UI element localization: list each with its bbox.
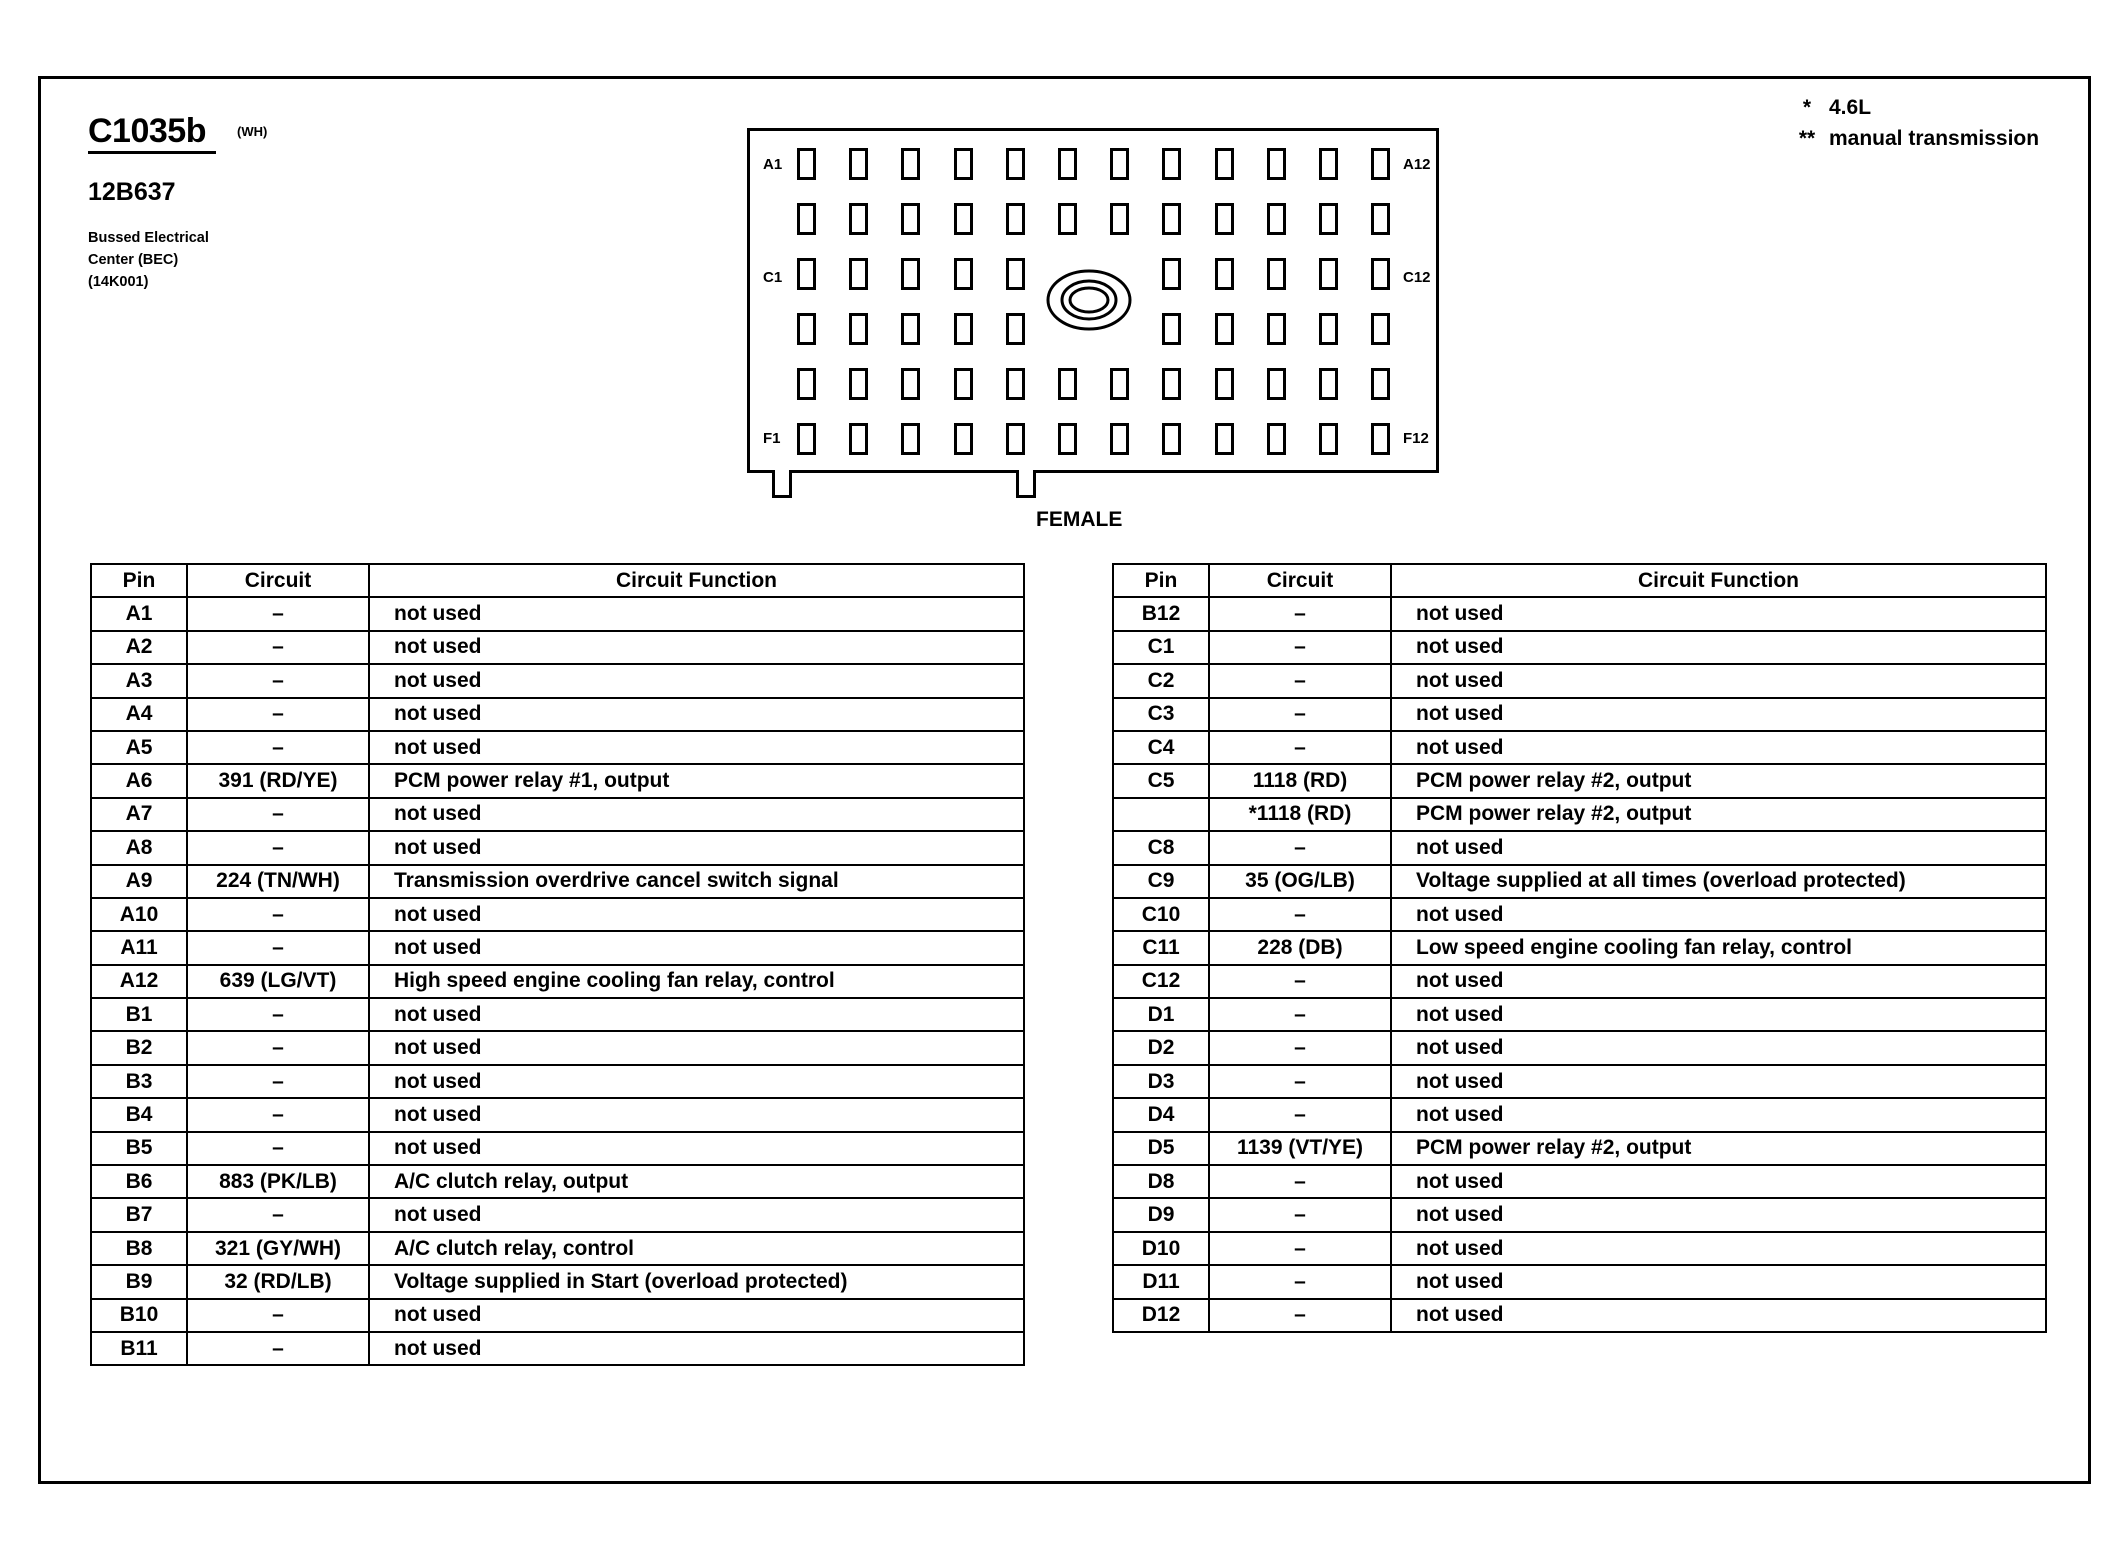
pin-cavity [1319, 148, 1338, 180]
circuit-cell: – [187, 998, 369, 1031]
circuit-cell: – [1209, 1232, 1391, 1265]
pin-cavity [901, 258, 920, 290]
circuit-cell: – [187, 698, 369, 731]
function-cell: not used [369, 898, 1024, 931]
pin-cell: A9 [91, 865, 187, 898]
function-cell: not used [369, 1332, 1024, 1365]
pin-cell: A1 [91, 597, 187, 630]
pin-cell: A7 [91, 798, 187, 831]
circuit-cell: 228 (DB) [1209, 931, 1391, 964]
pin-cavity [1371, 368, 1390, 400]
table-header-row [1113, 564, 2046, 597]
table-row [91, 1132, 1024, 1165]
pin-cavity [1267, 423, 1286, 455]
pin-cavity [1319, 258, 1338, 290]
table-row [91, 1165, 1024, 1198]
function-cell: PCM power relay #2, output [1391, 764, 2046, 797]
pin-cavity [797, 368, 816, 400]
table-row [1113, 1031, 2046, 1064]
function-cell: not used [369, 597, 1024, 630]
pin-cell: B3 [91, 1065, 187, 1098]
pin-cavity [1267, 203, 1286, 235]
pin-cavity [1162, 423, 1181, 455]
pin-cell: C9 [1113, 865, 1209, 898]
header-function: Circuit Function [369, 564, 1024, 597]
table-row [91, 698, 1024, 731]
function-cell: Voltage supplied in Start (overload protected) [369, 1265, 1024, 1298]
pin-cell: B6 [91, 1165, 187, 1198]
title-underline [88, 151, 216, 154]
table-row [1113, 731, 2046, 764]
pin-cavity [954, 148, 973, 180]
function-cell: not used [369, 1065, 1024, 1098]
circuit-cell: – [1209, 597, 1391, 630]
pin-label-c12: C12 [1403, 269, 1431, 286]
pin-cavity [1162, 313, 1181, 345]
note-row [1785, 123, 2039, 154]
circuit-cell: – [1209, 998, 1391, 1031]
pin-cavity [1267, 258, 1286, 290]
function-cell: not used [369, 698, 1024, 731]
header-pin: Pin [1113, 564, 1209, 597]
table-row [91, 1198, 1024, 1231]
circuit-cell: 224 (TN/WH) [187, 865, 369, 898]
circuit-cell: – [187, 664, 369, 697]
circuit-cell: – [187, 931, 369, 964]
pin-cavity [954, 203, 973, 235]
table-row [1113, 998, 2046, 1031]
function-cell: not used [1391, 1198, 2046, 1231]
function-cell: not used [369, 664, 1024, 697]
table-row [1113, 698, 2046, 731]
pin-cell: C12 [1113, 965, 1209, 998]
function-cell: not used [1391, 631, 2046, 664]
pin-cavity [954, 258, 973, 290]
pin-cell: D9 [1113, 1198, 1209, 1231]
pin-cell: D10 [1113, 1232, 1209, 1265]
pin-cavity [1371, 203, 1390, 235]
circuit-cell: 35 (OG/LB) [1209, 865, 1391, 898]
pin-cavity [1006, 203, 1025, 235]
table-row [91, 998, 1024, 1031]
pin-cavity [1058, 423, 1077, 455]
pin-cavity [901, 203, 920, 235]
table-row [91, 1065, 1024, 1098]
function-cell: not used [1391, 965, 2046, 998]
pin-cell: C5 [1113, 764, 1209, 797]
circuit-cell: – [1209, 664, 1391, 697]
function-cell: not used [1391, 898, 2046, 931]
function-cell: not used [369, 1031, 1024, 1064]
pin-cavity [849, 423, 868, 455]
pin-cell: D12 [1113, 1299, 1209, 1332]
pin-label-f1: F1 [763, 430, 781, 447]
function-cell: not used [369, 631, 1024, 664]
function-cell: not used [369, 1299, 1024, 1332]
table-row [1113, 931, 2046, 964]
note-mark: * [1802, 96, 1812, 119]
pin-cavity [1110, 423, 1129, 455]
table-row [91, 898, 1024, 931]
pin-cavity [1267, 368, 1286, 400]
function-cell: not used [369, 931, 1024, 964]
table-row [91, 631, 1024, 664]
function-cell: not used [1391, 1031, 2046, 1064]
pin-cell: B2 [91, 1031, 187, 1064]
function-cell: not used [1391, 1165, 2046, 1198]
pin-cell: B8 [91, 1232, 187, 1265]
pin-cavity [1162, 203, 1181, 235]
circuit-cell: – [187, 597, 369, 630]
pin-cell [1113, 798, 1209, 831]
table-row [91, 1299, 1024, 1332]
pin-cavity [1371, 423, 1390, 455]
pin-cell: C1 [1113, 631, 1209, 664]
pin-cavity [1215, 423, 1234, 455]
connector-description [88, 227, 209, 293]
pin-cavity [1215, 258, 1234, 290]
pin-cell: B1 [91, 998, 187, 1031]
function-cell: not used [369, 798, 1024, 831]
pin-cell: A5 [91, 731, 187, 764]
pin-cell: D2 [1113, 1031, 1209, 1064]
table-row [91, 831, 1024, 864]
pin-cell: C11 [1113, 931, 1209, 964]
pin-cell: D4 [1113, 1098, 1209, 1131]
function-cell: not used [1391, 998, 2046, 1031]
pin-cell: A10 [91, 898, 187, 931]
function-cell: not used [1391, 1065, 2046, 1098]
table-row [91, 1098, 1024, 1131]
pin-cavity [1267, 313, 1286, 345]
pin-cell: B10 [91, 1299, 187, 1332]
table-row [1113, 1165, 2046, 1198]
description-line: (14K001) [88, 274, 149, 290]
circuit-cell: – [1209, 1165, 1391, 1198]
table-row [1113, 1265, 2046, 1298]
table-row [91, 865, 1024, 898]
function-cell: not used [1391, 1265, 2046, 1298]
pinout-table-right [1112, 563, 2047, 1333]
pin-cavity [1058, 148, 1077, 180]
circuit-cell: – [1209, 1031, 1391, 1064]
pin-cavity [1371, 148, 1390, 180]
pin-cavity [797, 313, 816, 345]
circuit-cell: – [187, 631, 369, 664]
pin-cell: A8 [91, 831, 187, 864]
table-row [1113, 1132, 2046, 1165]
function-cell: not used [1391, 1232, 2046, 1265]
pin-cell: B11 [91, 1332, 187, 1365]
circuit-cell: – [187, 1198, 369, 1231]
pin-cell: B9 [91, 1265, 187, 1298]
circuit-cell: – [1209, 631, 1391, 664]
circuit-cell: *1118 (RD) [1209, 798, 1391, 831]
circuit-cell: 391 (RD/YE) [187, 764, 369, 797]
pin-cavity [797, 258, 816, 290]
table-row [1113, 831, 2046, 864]
pin-cell: C2 [1113, 664, 1209, 697]
function-cell: Voltage supplied at all times (overload protected) [1391, 865, 2046, 898]
circuit-cell: 883 (PK/LB) [187, 1165, 369, 1198]
pin-cavity [1110, 368, 1129, 400]
pin-cell: D11 [1113, 1265, 1209, 1298]
pin-cavity [1319, 203, 1338, 235]
pin-cavity [849, 258, 868, 290]
table-row [1113, 631, 2046, 664]
pin-cell: A11 [91, 931, 187, 964]
table-row [1113, 1299, 2046, 1332]
function-cell: High speed engine cooling fan relay, control [369, 965, 1024, 998]
function-cell: not used [1391, 731, 2046, 764]
function-cell: A/C clutch relay, control [369, 1232, 1024, 1265]
header-circuit: Circuit [187, 564, 369, 597]
table-row [1113, 664, 2046, 697]
header-circuit: Circuit [1209, 564, 1391, 597]
circuit-cell: – [187, 798, 369, 831]
note-text: 4.6L [1829, 96, 1872, 119]
function-cell: not used [369, 731, 1024, 764]
function-cell: not used [369, 1198, 1024, 1231]
pin-cell: D3 [1113, 1065, 1209, 1098]
function-cell: not used [369, 1132, 1024, 1165]
pin-cavity [1267, 148, 1286, 180]
pin-cavity [901, 423, 920, 455]
pin-cell: A4 [91, 698, 187, 731]
function-cell: not used [1391, 831, 2046, 864]
part-number: 12B637 [88, 178, 176, 206]
pin-cavity [1319, 423, 1338, 455]
table-row [1113, 1232, 2046, 1265]
table-row [91, 1232, 1024, 1265]
connector-key-icon [1045, 268, 1133, 332]
table-row [1113, 1098, 2046, 1131]
function-cell: Transmission overdrive cancel switch signal [369, 865, 1024, 898]
circuit-cell: – [1209, 898, 1391, 931]
pin-cavity [1006, 313, 1025, 345]
pin-cavity [1162, 368, 1181, 400]
pin-cavity [1006, 148, 1025, 180]
table-row [1113, 764, 2046, 797]
pin-cavity [797, 148, 816, 180]
pin-label-f12: F12 [1403, 430, 1429, 447]
pin-cell: D8 [1113, 1165, 1209, 1198]
table-header-row [91, 564, 1024, 597]
pin-cell: A3 [91, 664, 187, 697]
pin-cavity [1215, 148, 1234, 180]
pin-cavity [1006, 423, 1025, 455]
circuit-cell: 639 (LG/VT) [187, 965, 369, 998]
pin-cavity [849, 313, 868, 345]
function-cell: Low speed engine cooling fan relay, control [1391, 931, 2046, 964]
table-row [91, 664, 1024, 697]
function-cell: PCM power relay #2, output [1391, 1132, 2046, 1165]
pin-cell: B5 [91, 1132, 187, 1165]
description-line: Center (BEC) [88, 252, 179, 268]
note-mark: ** [1798, 127, 1816, 150]
function-cell: not used [1391, 1098, 2046, 1131]
circuit-cell: – [187, 1065, 369, 1098]
pin-cell: C10 [1113, 898, 1209, 931]
connector-color-code: (WH) [237, 124, 268, 139]
function-cell: PCM power relay #2, output [1391, 798, 2046, 831]
view-label: FEMALE [1036, 508, 1123, 531]
header-pin: Pin [91, 564, 187, 597]
circuit-cell: – [1209, 1198, 1391, 1231]
circuit-cell: – [187, 1031, 369, 1064]
pin-cell: C3 [1113, 698, 1209, 731]
circuit-cell: – [187, 831, 369, 864]
function-cell: not used [1391, 664, 2046, 697]
pin-cell: B12 [1113, 597, 1209, 630]
connector-latch-tab [772, 470, 792, 498]
pin-cavity [1162, 258, 1181, 290]
table-row [91, 597, 1024, 630]
pinout-table-left [90, 563, 1025, 1366]
pin-label-a1: A1 [763, 156, 783, 173]
pin-cavity [1006, 258, 1025, 290]
table-row [1113, 1065, 2046, 1098]
description-line: Bussed Electrical [88, 230, 209, 246]
table-row [91, 731, 1024, 764]
connector-latch-tab [1016, 470, 1036, 498]
circuit-cell: – [187, 898, 369, 931]
circuit-cell: 1118 (RD) [1209, 764, 1391, 797]
function-cell: not used [1391, 1299, 2046, 1332]
pin-cavity [954, 368, 973, 400]
circuit-cell: – [1209, 731, 1391, 764]
table-row [1113, 865, 2046, 898]
pin-cell: B7 [91, 1198, 187, 1231]
circuit-cell: – [1209, 1065, 1391, 1098]
notes-legend [1785, 92, 2039, 154]
circuit-cell: – [187, 1132, 369, 1165]
pin-cavity [849, 368, 868, 400]
function-cell: not used [369, 998, 1024, 1031]
pin-cavity [1215, 313, 1234, 345]
pin-cavity [849, 148, 868, 180]
pin-cell: B4 [91, 1098, 187, 1131]
table-row [91, 1332, 1024, 1365]
table-row [1113, 965, 2046, 998]
circuit-cell: – [1209, 831, 1391, 864]
pin-cavity [797, 423, 816, 455]
note-text: manual transmission [1829, 127, 2040, 150]
table-row [91, 798, 1024, 831]
circuit-cell: 32 (RD/LB) [187, 1265, 369, 1298]
table-row [1113, 1198, 2046, 1231]
pin-cavity [1110, 148, 1129, 180]
pin-cavity [901, 313, 920, 345]
pin-cavity [954, 313, 973, 345]
circuit-cell: 321 (GY/WH) [187, 1232, 369, 1265]
table-row [91, 1265, 1024, 1298]
pin-cavity [849, 203, 868, 235]
table-row [91, 1031, 1024, 1064]
table-row [1113, 597, 2046, 630]
pin-cavity [1162, 148, 1181, 180]
pin-cavity [797, 203, 816, 235]
circuit-cell: – [1209, 1299, 1391, 1332]
table-row [91, 764, 1024, 797]
pin-cavity [1215, 368, 1234, 400]
function-cell: PCM power relay #1, output [369, 764, 1024, 797]
pin-cell: C8 [1113, 831, 1209, 864]
table-row [1113, 798, 2046, 831]
function-cell: not used [369, 831, 1024, 864]
circuit-cell: – [1209, 1098, 1391, 1131]
circuit-cell: 1139 (VT/YE) [1209, 1132, 1391, 1165]
circuit-cell: – [187, 731, 369, 764]
header-function: Circuit Function [1391, 564, 2046, 597]
pin-cell: D1 [1113, 998, 1209, 1031]
pin-cell: A2 [91, 631, 187, 664]
pin-cavity [901, 368, 920, 400]
pin-cavity [1319, 313, 1338, 345]
table-row [1113, 898, 2046, 931]
pin-cavity [1058, 203, 1077, 235]
circuit-cell: – [187, 1299, 369, 1332]
function-cell: not used [369, 1098, 1024, 1131]
pin-cell: D5 [1113, 1132, 1209, 1165]
circuit-cell: – [1209, 965, 1391, 998]
pin-cavity [1215, 203, 1234, 235]
pin-cavity [954, 423, 973, 455]
pin-cell: A6 [91, 764, 187, 797]
pin-cell: C4 [1113, 731, 1209, 764]
function-cell: not used [1391, 597, 2046, 630]
pin-cavity [1371, 313, 1390, 345]
pin-cavity [1371, 258, 1390, 290]
pin-cavity [1110, 203, 1129, 235]
pin-cavity [1006, 368, 1025, 400]
pin-cell: A12 [91, 965, 187, 998]
pin-label-c1: C1 [763, 269, 783, 286]
circuit-cell: – [1209, 698, 1391, 731]
note-row [1785, 92, 2039, 123]
pin-label-a12: A12 [1403, 156, 1431, 173]
circuit-cell: – [187, 1098, 369, 1131]
pin-cavity [901, 148, 920, 180]
table-row [91, 931, 1024, 964]
circuit-cell: – [187, 1332, 369, 1365]
table-row [91, 965, 1024, 998]
pin-cavity [1319, 368, 1338, 400]
connector-id: C1035b [88, 112, 206, 150]
circuit-cell: – [1209, 1265, 1391, 1298]
pin-cavity [1058, 368, 1077, 400]
function-cell: A/C clutch relay, output [369, 1165, 1024, 1198]
function-cell: not used [1391, 698, 2046, 731]
